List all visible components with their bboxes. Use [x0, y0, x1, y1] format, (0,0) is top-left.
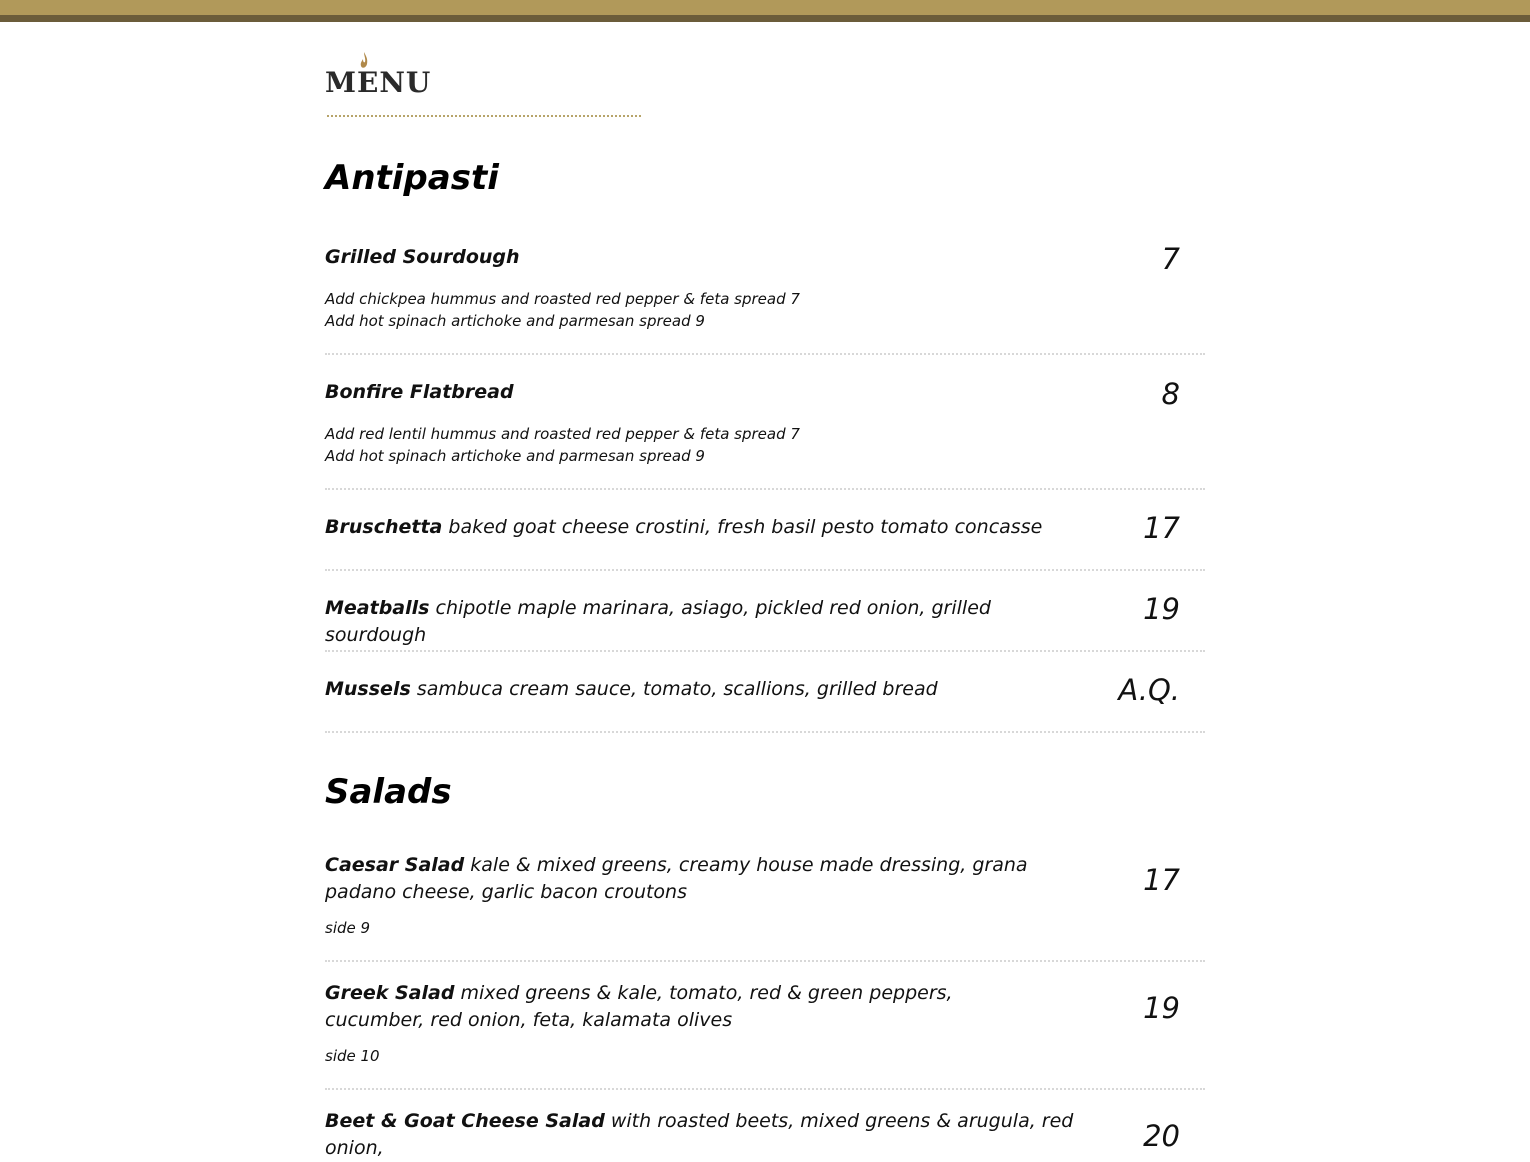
- section-title-salads: Salads: [325, 772, 452, 812]
- item-addon: Add hot spinach artichoke and parmesan spread 9: [325, 447, 705, 465]
- item-description: baked goat cheese crostini, fresh basil pesto tomato concasse: [448, 516, 1043, 538]
- item-price: 8: [1161, 377, 1180, 411]
- item-name: Beet & Goat Cheese Salad: [325, 1110, 605, 1132]
- item-price: 7: [1161, 242, 1180, 276]
- section-title-antipasti: Antipasti: [325, 158, 499, 198]
- menu-item-greek-salad: [325, 972, 1205, 1090]
- item-addon: Add hot spinach artichoke and parmesan spread 9: [325, 312, 705, 330]
- item-name: Bonfire Flatbread: [325, 381, 514, 403]
- item-name: Bruschetta: [325, 516, 443, 538]
- item-price: 20: [1143, 1119, 1180, 1153]
- item-description: with roasted beets, mixed greens & arugula, red onion,: [325, 1110, 1074, 1159]
- top-accent-bar-shade: [0, 15, 1530, 22]
- item-name: Meatballs: [325, 597, 430, 619]
- item-addon: Add chickpea hummus and roasted red pepper & feta spread 7: [325, 290, 800, 308]
- item-addon: side 9: [325, 919, 371, 937]
- item-price: 19: [1143, 592, 1180, 626]
- top-accent-bar: [0, 0, 1530, 22]
- item-name: Grilled Sourdough: [325, 246, 520, 268]
- menu-item-grilled-sourdough: [325, 236, 1205, 355]
- menu-item-beet-goat-cheese-salad: [325, 1100, 1205, 1159]
- item-price: 17: [1143, 511, 1180, 545]
- menu-item-meatballs: [325, 587, 1205, 652]
- item-name: Greek Salad: [325, 982, 455, 1004]
- item-addon: Add red lentil hummus and roasted red pepper & feta spread 7: [325, 425, 800, 443]
- item-name: Mussels: [325, 678, 411, 700]
- item-price: A.Q.: [1118, 673, 1180, 707]
- menu-item-mussels: [325, 668, 1205, 733]
- item-price: 19: [1143, 991, 1180, 1025]
- menu-item-bruschetta: [325, 506, 1205, 571]
- menu-logo[interactable]: [325, 52, 445, 102]
- menu-item-caesar-salad: [325, 844, 1205, 962]
- menu-logo-text: MENU: [325, 66, 432, 99]
- item-name: Caesar Salad: [325, 854, 465, 876]
- menu-item-bonfire-flatbread: [325, 371, 1205, 490]
- item-description: sambuca cream sauce, tomato, scallions, grilled bread: [416, 678, 938, 700]
- item-description: mixed greens & kale, tomato, red & green peppers, cucumber, red onion, feta, kalamata olives: [325, 982, 953, 1031]
- logo-divider: [327, 115, 641, 117]
- item-addon: side 10: [325, 1047, 380, 1065]
- item-description: kale & mixed greens, creamy house made dressing, grana padano cheese, garlic bacon croutons: [325, 854, 1028, 903]
- item-description: chipotle maple marinara, asiago, pickled red onion, grilled sourdough: [325, 597, 991, 646]
- item-price: 17: [1143, 863, 1180, 897]
